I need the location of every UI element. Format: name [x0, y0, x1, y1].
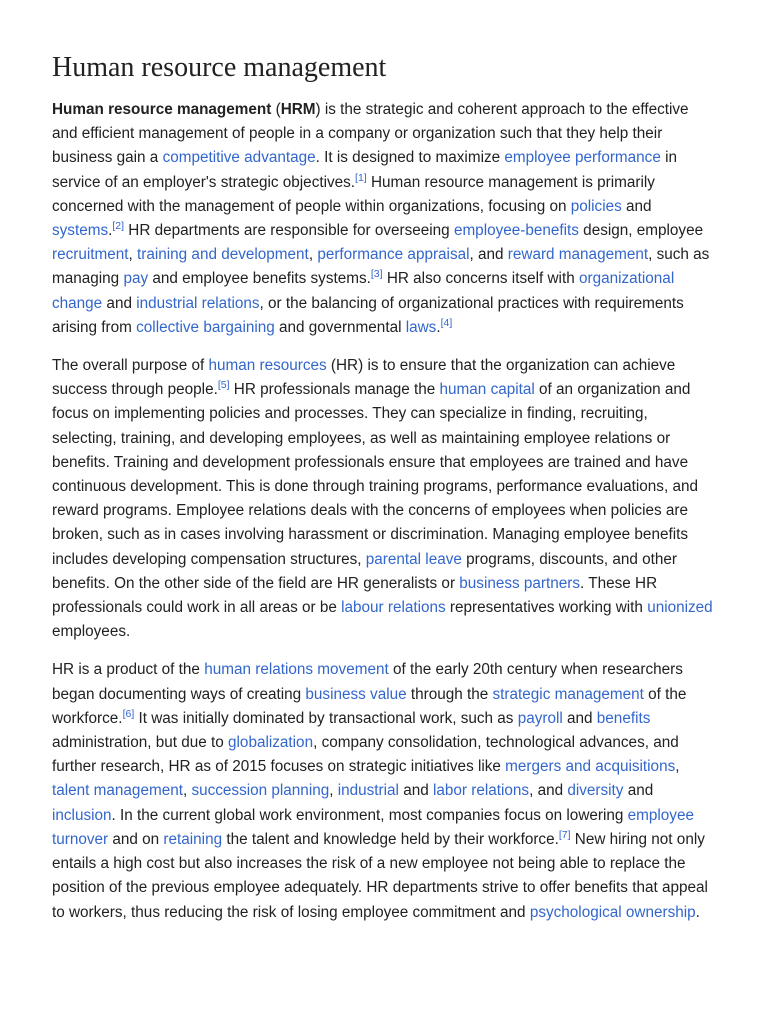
body-text: and: [102, 294, 137, 312]
body-text: administration, but due to: [52, 734, 229, 752]
article-link[interactable]: industrial: [337, 782, 399, 800]
article-link[interactable]: diversity: [567, 782, 624, 800]
body-text: the talent and knowledge held by their workforce.: [222, 830, 559, 848]
body-text: of the workforce.: [52, 685, 687, 727]
body-text: Human resource management is primarily concerned with the management of people within organizations, focusing on: [52, 173, 655, 215]
article-link[interactable]: business partners: [459, 574, 581, 592]
body-text: (: [271, 101, 281, 118]
citation-superscript: [123, 708, 135, 720]
body-text: through the: [406, 685, 493, 703]
body-text: employees.: [52, 623, 131, 641]
article-link[interactable]: labour relations: [341, 599, 446, 617]
article-link[interactable]: human relations movement: [204, 661, 389, 679]
body-text: and: [621, 197, 652, 215]
body-text: , and: [469, 246, 508, 264]
body-text: of the early 20th century when researchers began documenting ways of creating: [52, 661, 683, 703]
body-text: and governmental: [274, 318, 406, 336]
bold-term: HRM: [280, 101, 316, 118]
citation-superscript: [112, 220, 124, 232]
body-text: HR professionals manage the: [229, 381, 440, 399]
article-link[interactable]: competitive advantage: [162, 149, 316, 167]
article-link[interactable]: globalization: [228, 734, 314, 752]
article-link[interactable]: employee performance: [504, 149, 661, 167]
body-text: .: [436, 318, 441, 336]
citation-superscript: [559, 829, 571, 841]
citation-link[interactable]: [7]: [558, 828, 571, 841]
body-text: programs, discounts, and other benefits. On the other side of the field are HR generalists or: [52, 550, 677, 592]
article-link[interactable]: mergers and acquisitions: [505, 758, 676, 776]
body-text: ) is the strategic and coherent approach to the effective and efficient management of people in a company or organization such that they help their business gain a: [52, 101, 689, 167]
body-text: .: [695, 903, 700, 921]
body-text: HR is a product of the: [52, 661, 205, 679]
article-link[interactable]: pay: [123, 270, 149, 288]
article-link[interactable]: retaining: [163, 830, 223, 848]
paragraph: [52, 658, 716, 924]
body-text: , such as managing: [52, 246, 710, 288]
article-link[interactable]: parental leave: [365, 550, 462, 568]
article-link[interactable]: laws: [405, 318, 437, 336]
article-link[interactable]: systems: [52, 222, 109, 240]
body-text: representatives working with: [445, 599, 648, 617]
article-link[interactable]: human resources: [208, 357, 327, 375]
article-link[interactable]: industrial relations: [136, 294, 260, 312]
citation-link[interactable]: [6]: [122, 707, 135, 720]
article-link[interactable]: employee turnover: [52, 806, 694, 848]
article-link[interactable]: human capital: [439, 381, 535, 399]
citation-superscript: [371, 268, 383, 280]
body-text: ,: [675, 758, 680, 776]
body-text: It was initially dominated by transactional work, such as: [134, 709, 518, 727]
body-text: and employee benefits systems.: [148, 270, 371, 288]
citation-superscript: [355, 172, 367, 184]
article-link[interactable]: labor relations: [432, 782, 530, 800]
body-text: The overall purpose of: [52, 357, 209, 375]
body-text: ,: [182, 782, 192, 800]
body-text: (HR) is to ensure that the organization can achieve success through people.: [52, 357, 676, 399]
article-link[interactable]: psychological ownership: [529, 903, 696, 921]
citation-link[interactable]: [5]: [217, 379, 230, 392]
body-text: of an organization and focus on implementing policies and processes. They can specialize in finding, recruiting, selecting, training, and developing employees, as well as maintaining employee relations or benefits. Training and development professionals ensure that employees are trained and have continuous development. This is done through training programs, performance evaluations, and reward programs. Employee relations deals with the concerns of employees when policies are broken, such as in cases involving harassment or discrimination. Managing employee benefits includes developing compensation structures,: [52, 381, 698, 568]
article-link[interactable]: benefits: [596, 709, 651, 727]
body-text: , or the balancing of organizational practices with requirements arising from: [52, 294, 684, 336]
article-link[interactable]: recruitment: [52, 246, 129, 264]
citation-link[interactable]: [4]: [440, 316, 453, 329]
body-text: and: [623, 782, 654, 800]
article-link[interactable]: employee-benefits: [453, 222, 579, 240]
body-text: , and: [529, 782, 568, 800]
article-link[interactable]: business value: [305, 685, 407, 703]
body-text: and: [562, 709, 597, 727]
article-link[interactable]: policies: [570, 197, 622, 215]
article-link[interactable]: reward management: [507, 246, 649, 264]
body-text: and: [398, 782, 433, 800]
body-text: ,: [128, 246, 138, 264]
body-text: , company consolidation, technological advances, and further research, HR as of 2015 focuses on strategic initiatives like: [52, 734, 679, 776]
article-body: [52, 98, 716, 925]
body-text: HR also concerns itself with: [382, 270, 579, 288]
article-link[interactable]: collective bargaining: [136, 318, 275, 336]
body-text: in service of an employer's strategic objectives.: [52, 149, 677, 191]
article-link[interactable]: organizational change: [52, 270, 675, 312]
body-text: . It is designed to maximize: [315, 149, 505, 167]
page-title: Human resource management: [52, 52, 387, 83]
citation-link[interactable]: [3]: [370, 268, 383, 281]
article-link[interactable]: unionized: [647, 599, 713, 617]
citation-link[interactable]: [1]: [355, 171, 367, 184]
body-text: . These HR professionals could work in all areas or be: [52, 574, 658, 617]
article-link[interactable]: talent management: [52, 782, 183, 800]
body-text: ,: [329, 782, 338, 800]
body-text: design, employee: [578, 222, 704, 240]
article-link[interactable]: payroll: [517, 709, 563, 727]
citation-superscript: [218, 379, 230, 391]
body-text: and on: [108, 830, 164, 848]
article-link[interactable]: strategic management: [492, 685, 644, 703]
article-link[interactable]: training and development: [137, 246, 309, 264]
body-text: .: [108, 222, 113, 240]
citation-superscript: [441, 317, 453, 329]
article-link[interactable]: performance appraisal: [317, 246, 470, 264]
paragraph: [52, 354, 716, 644]
article-link[interactable]: succession planning: [191, 782, 330, 800]
paragraph: [52, 98, 716, 340]
body-text: . In the current global work environment, most companies focus on lowering: [111, 806, 628, 824]
body-text: ,: [308, 246, 318, 264]
body-text: HR departments are responsible for overseeing: [124, 222, 454, 240]
bold-term: Human resource management: [52, 101, 272, 118]
citation-link[interactable]: [2]: [112, 219, 125, 232]
article-link[interactable]: inclusion: [52, 806, 112, 824]
body-text: New hiring not only entails a high cost but also increases the risk of a new employee not being able to replace the position of the previous employee adequately. HR departments strive to offer benefits that appeal to workers, thus reducing the risk of losing employee commitment and: [52, 830, 708, 921]
